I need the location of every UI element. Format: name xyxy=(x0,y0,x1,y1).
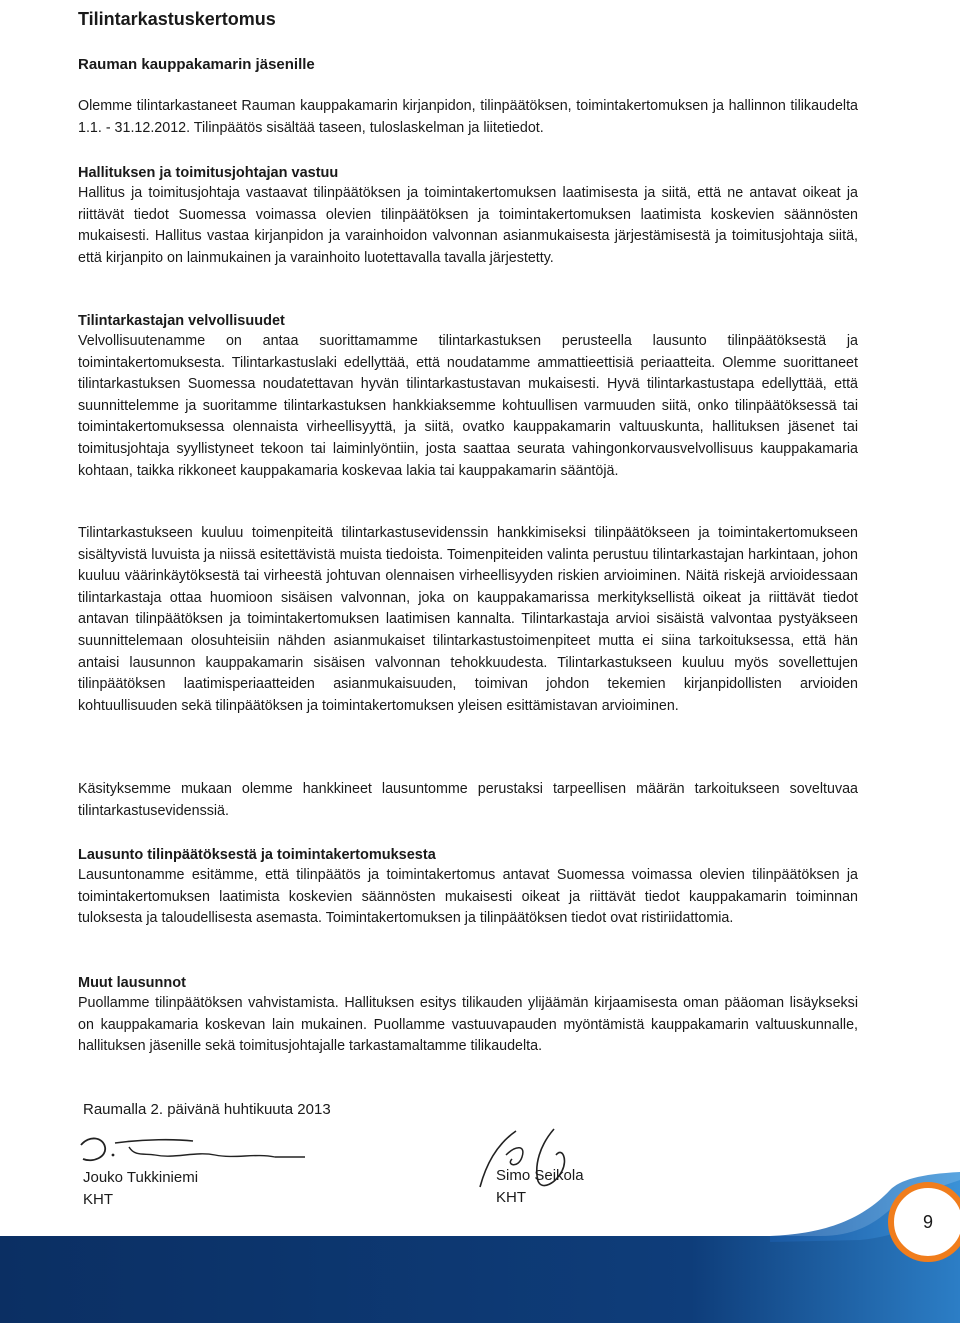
section-paragraph: Velvollisuutenamme on antaa suorittamamme tilintarkastuksen perusteella lausunto tilinpäätöksestä ja toimintakertomuksesta. Tilintarkastuslaki edellyttää, että noudatamme ammattieettisiä periaatteita. Olemme suorittaneet tilintarkastuksen Suomessa noudatettavan hyvän tilintarkastustavan mukaisesti. Hyvä tilintarkastustapa edellyttää, että suunnittelemme ja suoritamme tilintarkastuksen hankkiaksemme kohtuullisen varmuuden siitä, onko tilinpäätöksessä tai toimintakertomuksessa olennaista virheellisyyttä, ja siitä, ovatko kauppakamarin valtuuskunta, hallituksen jäsenet tai toimitusjohtaja syyllistyneet tekoon tai laiminlyöntiin, josta saattaa seurata vahingonkorvausvelvollisuus kauppakamaria kohtaan, taikka rikkoneet kauppakamaria koskevaa lakia tai kauppakamarin sääntöjä. xyxy=(78,333,858,479)
section-other-statements xyxy=(78,973,858,1058)
section-paragraph: Hallitus ja toimitusjohtaja vastaavat tilinpäätöksen ja toimintakertomuksen laatimisesta ja siitä, että ne antavat oikeat ja riittävät tiedot Suomessa voimassa olevien tilinpäätöksen ja toimintakertomuksen laatimista koskevien säännösten mukaisesti. Hallitus vastaa kirjanpidon ja varainhoidon valvonnan asianmukaisesta järjestämisestä ja toimitusjohtaja siitä, että kirjanpito on lainmukainen ja varainhoito luotettavalla tavalla järjestetty. xyxy=(78,185,858,266)
document-title: Tilintarkastuskertomus xyxy=(78,9,276,29)
signer-name: Jouko Tukkiniemi xyxy=(83,1169,199,1186)
place-date: Raumalla 2. päivänä huhtikuuta 2013 xyxy=(83,1101,331,1118)
section-heading: Hallituksen ja toimitusjohtajan vastuu xyxy=(78,165,339,181)
section-paragraph: Tilintarkastukseen kuuluu toimenpiteitä tilintarkastusevidenssin hankkimiseksi tilinpäätökseen ja toimintakertomukseen sisältyvistä luvuista ja niissä esitettävistä muista tiedoista. Toimenpiteiden valinta perustuu tilintarkastajan harkintaan, johon kuuluu väärinkäytöksestä tai virheestä johtuvan olennaisen virheellisyyden riskien arvioiminen. Näitä riskejä arvioidessaan tilintarkastaja ottaa huomioon sisäisen valvonnan, joka on kauppakamarissa merkityksellistä oikeat ja riittävät tiedot antavan tilinpäätöksen ja toimintakertomuksen laatimisen kannalta. Tilintarkastaja arvioi sisäistä valvontaa pystyäkseen suunnittelemaan olosuhteisiin nähden asianmukaiset tilintarkastustoimenpiteet mutta ei siina tarkoituksessa, että hän antaisi lausunnon kauppakamarin sisäisen valvonnan tehokkuudesta. Tilintarkastukseen kuuluu myös sovellettujen tilinpäätöksen laatimisperiaatteiden asianmukaisuuden, toimivan johdon tekemien kirjanpidollisten arvioiden kohtuullisuuden sekä tilinpäätöksen ja toimintakertomuksen yleisen esittämistavan arvioiminen. xyxy=(78,525,858,714)
intro-paragraph: Olemme tilintarkastaneet Rauman kauppakamarin kirjanpidon, tilinpäätöksen, toimintakertomuksen ja hallinnon tilikaudelta 1.1. - 31.12.2012. Tilinpäätös sisältää taseen, tuloslaskelman ja liitetiedot. xyxy=(78,98,858,136)
footer-band xyxy=(0,1150,960,1323)
section-paragraph: Puollamme tilinpäätöksen vahvistamista. Hallituksen esitys tilikauden ylijäämän kirjaamisesta oman pääoman lisäykseksi on kauppakamaria koskevan lain mukainen. Puollamme vastuuvapauden myöntämistä kauppakamarin valtuuskunnalle, hallituksen jäsenille sekä toimitusjohtajalle tarkastamaltamme tilikaudelta. xyxy=(78,995,858,1055)
section-paragraph: Käsityksemme mukaan olemme hankkineet lausuntomme perustaksi tarpeellisen määrän tarkoitukseen soveltuvaa tilintarkastusevidenssiä. xyxy=(78,781,858,819)
recipient-line: Rauman kauppakamarin jäsenille xyxy=(78,56,315,73)
signer-title: KHT xyxy=(83,1191,113,1208)
section-auditor-duties-continued xyxy=(78,523,858,717)
section-board-responsibility xyxy=(78,163,858,269)
section-heading: Muut lausunnot xyxy=(78,975,186,991)
section-paragraph: Lausuntonamme esitämme, että tilinpäätös ja toimintakertomus antavat Suomessa voimassa olevien tilinpäätöksen ja toimintakertomuksen laatimista koskevien säännösten mukaisesti oikeat ja riittävät tiedot kauppakamarin toiminnan tuloksesta ja taloudellisesta asemasta. Toimintakertomuksen ja tilinpäätöksen tiedot ovat ristiriidattomia. xyxy=(78,867,858,927)
signer-title: KHT xyxy=(496,1189,526,1206)
signer-name: Simo Seikola xyxy=(496,1167,584,1184)
section-opinion xyxy=(78,845,858,930)
section-auditor-duties xyxy=(78,311,858,482)
page-number: 9 xyxy=(922,1211,933,1232)
footer-dark-band xyxy=(0,1180,960,1323)
intro-section xyxy=(78,96,858,139)
section-auditor-duties-evidence xyxy=(78,779,858,822)
section-heading: Lausunto tilinpäätöksestä ja toimintakertomuksesta xyxy=(78,847,436,863)
section-heading: Tilintarkastajan velvollisuudet xyxy=(78,313,285,329)
